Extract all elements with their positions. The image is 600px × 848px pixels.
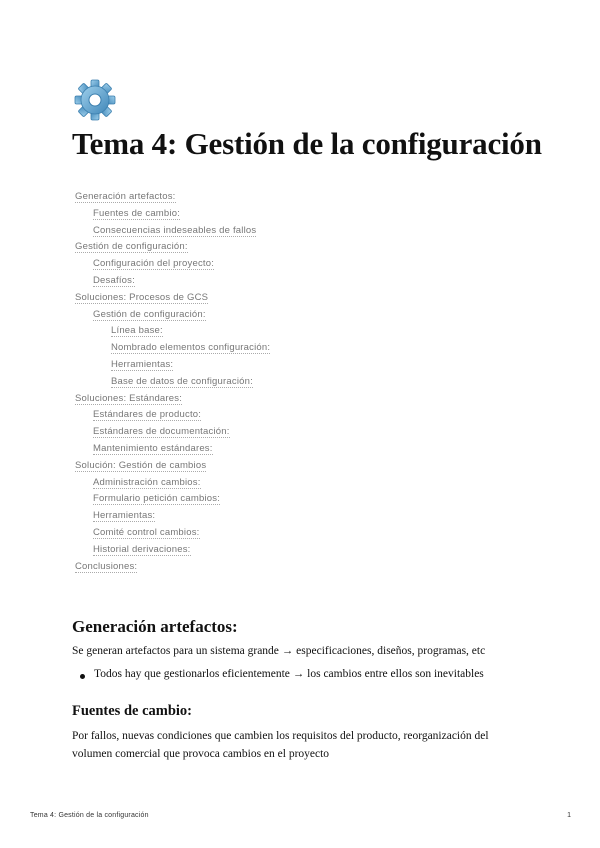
toc-link[interactable]: Formulario petición cambios: <box>93 493 221 505</box>
toc-link[interactable]: Configuración del proyecto: <box>93 258 215 270</box>
toc-link[interactable]: Soluciones: Procesos de GCS <box>75 291 209 303</box>
toc-link[interactable]: Generación artefactos: <box>75 191 176 202</box>
subsection-heading-fuentes: Fuentes de cambio: <box>72 703 193 719</box>
page-title: Tema 4: Gestión de la configuración <box>72 126 542 161</box>
toc-link[interactable]: Herramientas: <box>111 358 174 370</box>
toc-link[interactable]: Comité control cambios: <box>93 526 200 538</box>
toc-link[interactable]: Conclusiones: <box>75 560 138 572</box>
table-of-contents <box>75 190 375 576</box>
toc-link[interactable]: Estándares de producto: <box>93 409 202 421</box>
page-number: 1 <box>567 812 571 819</box>
toc-link[interactable]: Línea base: <box>111 325 163 337</box>
toc-link[interactable]: Mantenimiento estándares: <box>93 442 213 454</box>
toc-link[interactable]: Historial derivaciones: <box>93 543 191 555</box>
section-heading-generacion: Generación artefactos: <box>72 617 238 636</box>
footer-title: Tema 4: Gestión de la configuración <box>30 812 149 819</box>
toc-link[interactable]: Base de datos de configuración: <box>111 375 253 387</box>
toc-link[interactable]: Nombrado elementos configuración: <box>111 342 271 354</box>
toc-link[interactable]: Gestión de configuración: <box>93 308 206 320</box>
toc-link[interactable]: Consecuencias indeseables de fallos <box>93 224 257 236</box>
gear-icon <box>74 79 116 121</box>
list-item: Todos hay que gestionarlos eficientemente → los cambios entre ellos son inevitables <box>78 668 484 680</box>
section-paragraph: Por fallos, nuevas condiciones que cambien los requisitos del producto, reorganización del volumen comercial que provoca cambios en el proyecto <box>72 730 489 760</box>
toc-link[interactable]: Soluciones: Estándares: <box>75 392 183 404</box>
toc-link[interactable]: Gestión de configuración: <box>75 241 188 253</box>
toc-link[interactable]: Fuentes de cambio: <box>93 207 181 219</box>
toc-link[interactable]: Administración cambios: <box>93 476 201 488</box>
bullet-list <box>78 668 484 680</box>
toc-link[interactable]: Solución: Gestión de cambios <box>75 459 207 471</box>
toc-link[interactable]: Herramientas: <box>93 510 156 522</box>
toc-link[interactable]: Estándares de documentación: <box>93 426 230 438</box>
toc-link[interactable]: Desafíos: <box>93 274 135 286</box>
section-paragraph: Se generan artefactos para un sistema grande → especificaciones, diseños, programas, etc <box>72 645 486 657</box>
